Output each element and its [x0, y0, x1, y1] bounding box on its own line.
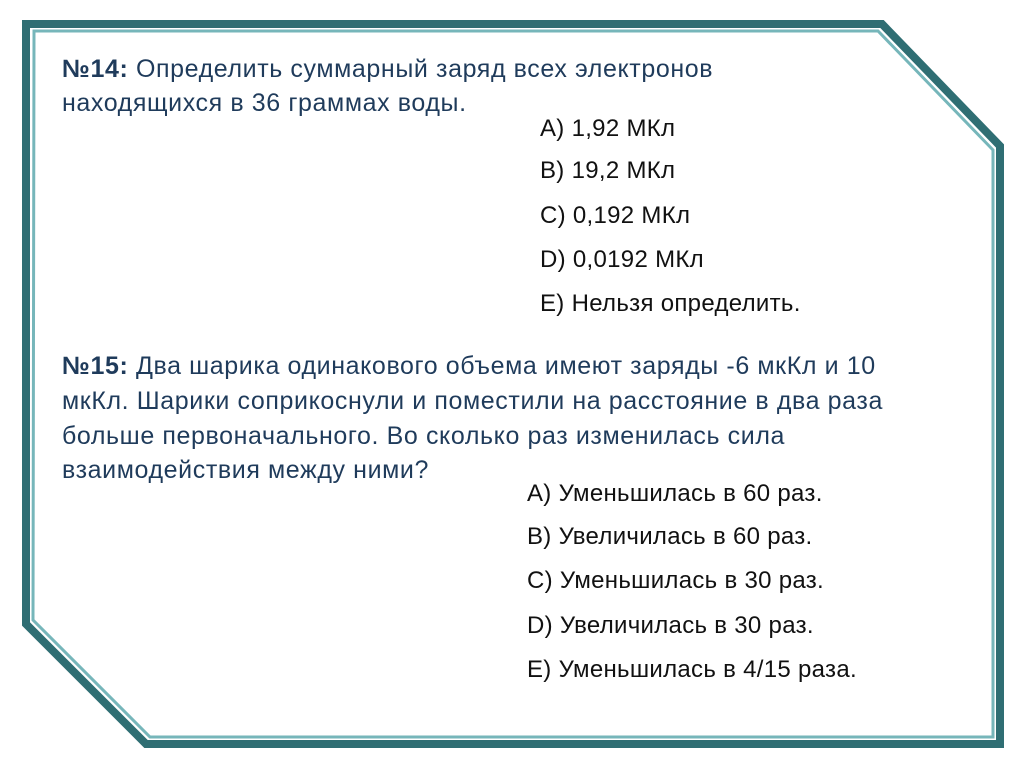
q15-option-e: E) Уменьшилась в 4/15 раза.: [527, 656, 857, 683]
q14-option-b: B) 19,2 МКл: [540, 157, 676, 184]
q15-line-1: [62, 351, 876, 381]
q15-line-2: мкКл. Шарики соприкоснули и поместили на расстояние в два раза: [62, 387, 883, 415]
q14-option-d: D) 0,0192 МКл: [540, 246, 704, 273]
q14-text-line-1: Определить суммарный заряд всех электронов: [135, 55, 714, 83]
q14-option-e: E) Нельзя определить.: [540, 290, 801, 317]
q15-number: №15:: [62, 352, 129, 380]
q15-option-d: D) Увеличилась в 30 раз.: [527, 612, 814, 639]
q15-line-4: взаимодействия между ними?: [62, 456, 430, 484]
q14-number: №14:: [62, 55, 129, 83]
q15-option-a: A) Уменьшилась в 60 раз.: [527, 480, 823, 507]
frame-border-outer: [26, 24, 1000, 744]
q14-option-c: C) 0,192 МКл: [540, 202, 691, 229]
q15-text-line-1: Два шарика одинакового объема имеют заряды -6 мкКл и 10: [135, 352, 876, 380]
q14-line-1: [62, 54, 713, 84]
q14-option-a: A) 1,92 МКл: [540, 115, 676, 142]
q14-line-2: находящихся в 36 граммах воды.: [62, 89, 467, 117]
q15-option-b: B) Увеличилась в 60 раз.: [527, 523, 813, 550]
q15-option-c: C) Уменьшилась в 30 раз.: [527, 567, 825, 594]
q15-line-3: больше первоначального. Во сколько раз изменилась сила: [62, 422, 786, 450]
